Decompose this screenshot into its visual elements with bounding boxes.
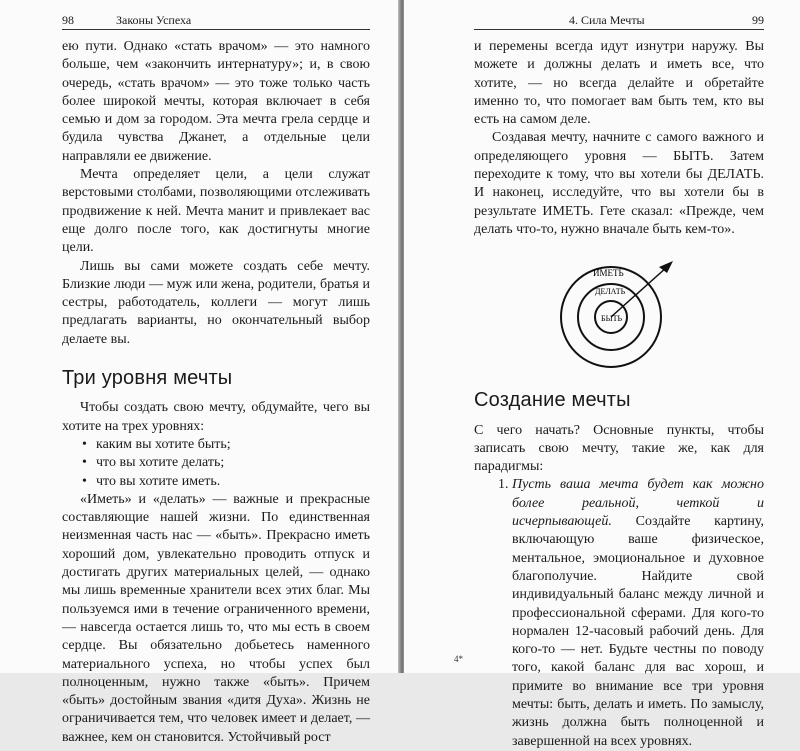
right-running-head: [474, 0, 764, 30]
left-running-head: [62, 0, 370, 30]
running-title: Законы Успеха: [116, 13, 192, 27]
steps-list: [474, 476, 764, 750]
concentric-circles-diagram: [549, 253, 689, 371]
left-page: [0, 0, 400, 745]
paragraph: ею пути. Однако «стать врачом» — это намного больше, чем «закончить интернатуру»; и, в свою очередь, «стать врачом» — это тоже только часть более широкой мечты, которая включает в себя семью и дом за городом. Эта мечта грела сердце и будила чувства Джанет, а отдельные цели направляли ее движение.: [62, 39, 370, 164]
right-page: [404, 0, 800, 749]
levels-list: [62, 436, 370, 491]
paragraph: Чтобы создать свою мечту, обдумайте, чего вы хотите на трех уровнях:: [62, 400, 370, 434]
paragraph: С чего начать? Основные пункты, чтобы записать свою мечту, такие же, как для парадигмы:: [474, 422, 764, 475]
right-page-body: [474, 38, 764, 751]
left-page-body: [62, 38, 370, 747]
inner-label: БЫТЬ: [601, 314, 623, 324]
page-number: 99: [752, 13, 764, 27]
list-item: • что вы хотите иметь.: [82, 473, 370, 491]
arrow-head-icon: [659, 261, 673, 273]
paragraph: Мечта определяет цели, а цели служат верстовыми столбами, позволяющими отслеживать продвижение к ней. Мечта манит и привлекает вас еще долго после того, как достигнуты многие цели.: [62, 167, 370, 256]
outer-label: ИМЕТЬ: [593, 268, 624, 279]
list-item: • что вы хотите делать;: [82, 454, 370, 472]
paragraph: Лишь вы сами можете создать себе мечту. Близкие люди — муж или жена, родители, братья и сестры, работодатель, коллеги — могут лишь предлагать варианты, но окончательный выбор делаете вы.: [62, 258, 370, 347]
list-item: • каким вы хотите быть;: [82, 436, 370, 454]
levels-diagram: [474, 253, 764, 371]
footer-mark: 4*: [454, 654, 463, 664]
section-heading: Создание мечты: [474, 389, 631, 412]
running-title: 4. Сила Мечты: [569, 13, 645, 27]
paragraph: Создавая мечту, начните с самого важного и определяющего уровня — БЫТЬ. Затем переходите к тому, что вы хотели бы ДЕЛАТЬ. И наконец, исследуйте, что вы хотели бы в результате ИМЕТЬ. Гете сказал: «Прежде, чем делать что-то, нужно вначале быть кем-то».: [474, 130, 764, 237]
step-text: Создайте картину, включающую ваше физическое, ментальное, эмоциональное и духовное благополучие. Найдите свой индивидуальный баланс между личной и профессиональной сферами. Для кого-то нормален 12-часовый рабочий день. Для кого-то — нет. Будьте честны по поводу того, какой баланс для вас хорош, и примите во внимание все три уровня мечты: быть, делать и иметь. По замыслу, жизнь должна быть полноценной и завершенной на всех уровнях.: [512, 514, 764, 749]
paragraph: «Иметь» и «делать» — важные и прекрасные составляющие нашей жизни. По единственная неизменная часть нас — «быть». Прекрасно иметь хороший дом, увлекательно проводить отпуск и достигать других материальных целей, — однако мы лишь временные хранители всех этих благ. Мы пользуемся ими в течение ограниченного времени, — навсегда остается лишь то, что мы есть в своем сердце. Вы обязательно добьетесь наменного материального успеха, но чтобы успех был полноценным, нужно также «быть». Причем «быть» достойным звания «дитя Духа». Жизнь не ограничивается тем, что человек имеет и делает, — важнее, кем он становится. Устойчивый рост: [62, 491, 370, 745]
paragraph: и перемены всегда идут изнутри наружу. Вы можете и должны делать и иметь все, что хотите, — но всегда делайте и обретайте именно то, что помогает вам быть тем, кто вы есть на самом деле.: [474, 39, 764, 128]
middle-label: ДЕЛАТЬ: [595, 287, 626, 297]
section-heading: Три уровня мечты: [62, 367, 233, 390]
step-emphasis: Пусть ваша мечта будет как можно более реальной, четкой и исчерпывающей.: [512, 477, 764, 530]
page-number: 98: [62, 13, 74, 27]
list-item: [512, 476, 764, 750]
